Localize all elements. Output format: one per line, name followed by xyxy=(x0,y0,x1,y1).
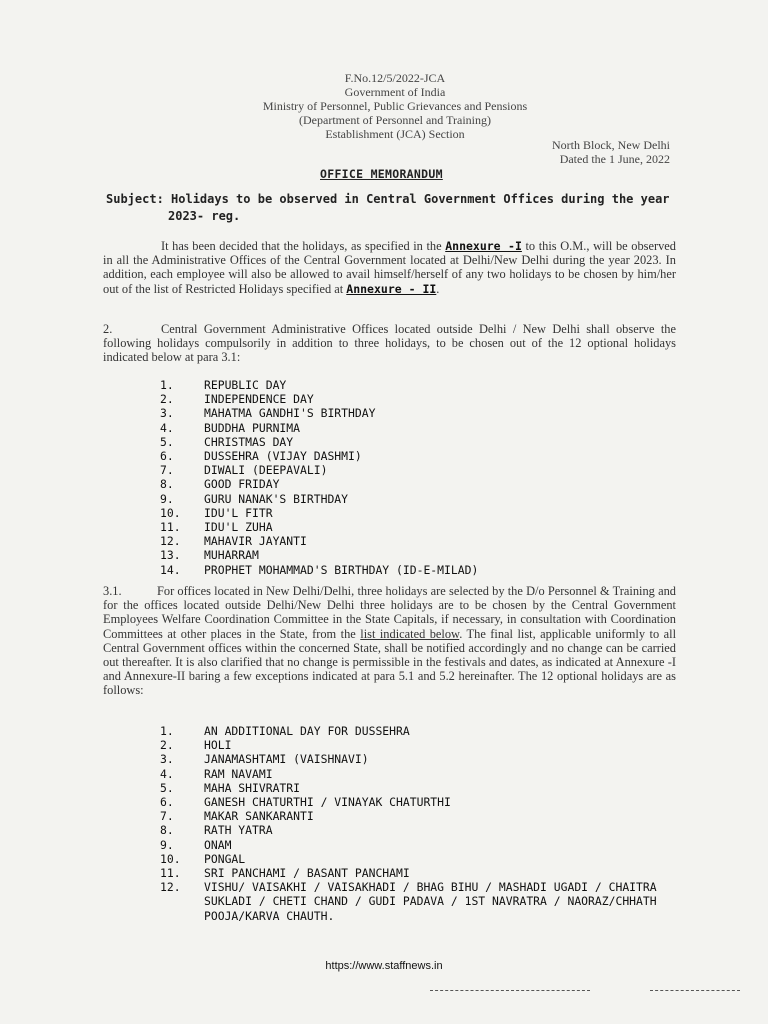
list-item-number: 3. xyxy=(160,406,174,421)
list-item xyxy=(160,435,680,449)
para-3-number: 3.1. xyxy=(103,584,122,598)
list-item-number: 9. xyxy=(160,491,174,506)
list-item xyxy=(160,563,680,577)
list-item-text: AN ADDITIONAL DAY FOR DUSSEHRA xyxy=(204,724,410,738)
list-item-number: 3. xyxy=(160,752,174,767)
section-name: Establishment (JCA) Section xyxy=(325,127,465,141)
list-item-text: CHRISTMAS DAY xyxy=(204,434,294,449)
divider xyxy=(430,990,590,991)
annexure-1-ref: Annexure -I xyxy=(445,239,522,253)
list-item xyxy=(160,752,680,766)
intro-text-2: to this O.M., will be observed in all the Administrative Offices of the Central Government located at Delhi/New Delhi during the year 2023. In addition, each employee will also be allowed to avail himself/herself of any two holidays to be chosen by him/her out of the list of Restricted Holidays specified at xyxy=(103,239,676,296)
subject xyxy=(106,191,676,225)
list-item-text: DIWALI (DEEPAVALI) xyxy=(204,463,328,478)
list-item xyxy=(160,767,680,781)
list-item xyxy=(160,421,680,435)
list-item xyxy=(160,463,680,477)
intro-paragraph xyxy=(103,239,676,296)
list-item-number: 12. xyxy=(160,880,181,895)
list-item xyxy=(160,738,680,752)
para-2-number: 2. xyxy=(103,322,113,336)
list-item-text: RAM NAVAMI xyxy=(204,766,273,781)
paragraph-3-1 xyxy=(103,584,676,698)
list-item-text: PONGAL xyxy=(204,851,246,866)
list-item xyxy=(160,534,680,548)
list-item xyxy=(160,520,680,534)
list-item-text: JANAMASHTAMI (VAISHNAVI) xyxy=(204,752,369,767)
list-item-number: 1. xyxy=(160,378,174,392)
list-item-number: 13. xyxy=(160,548,181,563)
list-item-number: 4. xyxy=(160,420,174,435)
list-item-number: 10. xyxy=(160,505,181,520)
para-2-text: Central Government Administrative Offices located outside Delhi / New Delhi shall observe the following holidays compulsorily in addition to three holidays, to be chosen out of the 12 optional holidays indicated below at para 3.1: xyxy=(103,322,676,365)
list-item xyxy=(160,378,680,392)
list-item xyxy=(160,548,680,562)
list-item-text: BUDDHA PURNIMA xyxy=(204,420,301,435)
list-item-number: 4. xyxy=(160,766,174,781)
list-item-text: MAKAR SANKARANTI xyxy=(204,809,314,824)
list-item-text: MAHATMA GANDHI'S BIRTHDAY xyxy=(204,406,376,421)
list-item-text: IDU'L FITR xyxy=(204,505,273,520)
paragraph-2 xyxy=(103,322,676,365)
list-item xyxy=(160,477,680,491)
optional-holiday-list xyxy=(160,724,680,923)
subject-line-2: 2023- reg. xyxy=(168,209,241,223)
file-number: F.No.12/5/2022-JCA xyxy=(344,71,446,85)
list-item-number: 9. xyxy=(160,837,174,852)
intro-text-3: . xyxy=(436,281,440,296)
list-item-text: HOLI xyxy=(204,738,232,753)
compulsory-holiday-list xyxy=(160,378,680,577)
list-item xyxy=(160,781,680,795)
list-link-text: list indicated below xyxy=(360,626,460,641)
list-item-text: INDEPENDENCE DAY xyxy=(204,392,314,407)
list-item-text: IDU'L ZUHA xyxy=(204,520,273,535)
list-item-number: 14. xyxy=(160,562,181,577)
list-item-number: 6. xyxy=(160,449,174,464)
department-name: (Department of Personnel and Training) xyxy=(299,113,491,127)
list-item-number: 7. xyxy=(160,463,174,478)
list-item xyxy=(160,492,680,506)
page-title: OFFICE MEMORANDUM xyxy=(320,167,443,181)
list-item xyxy=(160,724,680,738)
annexure-2-ref: Annexure - II xyxy=(346,281,437,296)
list-item-number: 8. xyxy=(160,823,174,838)
list-item-number: 7. xyxy=(160,809,174,824)
date: Dated the 1 June, 2022 xyxy=(559,152,670,166)
divider xyxy=(650,990,740,991)
intro-text-1: It has been decided that the holidays, as specified in the xyxy=(161,239,446,253)
list-item xyxy=(160,809,680,823)
subject-line-1: Subject: Holidays to be observed in Central Government Offices during the year xyxy=(106,192,670,206)
list-item-text: REPUBLIC DAY xyxy=(204,378,287,392)
government-name: Government of India xyxy=(344,85,446,99)
list-item-text: DUSSEHRA (VIJAY DASHMI) xyxy=(204,449,362,464)
list-item xyxy=(160,449,680,463)
list-item-number: 2. xyxy=(160,738,174,753)
list-item-text: VISHU/ VAISAKHI / VAISAKHADI / BHAG BIHU / MASHADI UGADI / CHAITRA SUKLADI / CHETI CHAND / GUDI PADAVA / 1ST NAVRATRA / NAORAZ/CHHATH POOJA/KARVA CHAUTH. xyxy=(204,880,657,923)
list-item-text: GURU NANAK'S BIRTHDAY xyxy=(204,491,349,506)
list-item-number: 6. xyxy=(160,795,174,810)
list-item xyxy=(160,880,680,923)
list-item-number: 11. xyxy=(160,520,181,535)
list-item-text: ONAM xyxy=(204,837,232,852)
list-item xyxy=(160,823,680,837)
list-item xyxy=(160,852,680,866)
list-item xyxy=(160,866,680,880)
list-item-text: MAHAVIR JAYANTI xyxy=(204,534,307,549)
list-item-number: 11. xyxy=(160,866,181,881)
list-item-number: 1. xyxy=(160,724,174,738)
list-item xyxy=(160,392,680,406)
list-item-number: 12. xyxy=(160,534,181,549)
list-item xyxy=(160,838,680,852)
list-item-text: RATH YATRA xyxy=(204,823,273,838)
list-item-text: MAHA SHIVRATRI xyxy=(204,780,301,795)
list-item-number: 5. xyxy=(160,434,174,449)
list-item xyxy=(160,795,680,809)
list-item-number: 5. xyxy=(160,780,174,795)
place: North Block, New Delhi xyxy=(552,138,670,152)
list-item-text: SRI PANCHAMI / BASANT PANCHAMI xyxy=(204,866,410,881)
list-item-text: MUHARRAM xyxy=(204,548,259,563)
list-item-text: PROPHET MOHAMMAD'S BIRTHDAY (ID-E-MILAD) xyxy=(204,562,479,577)
list-item xyxy=(160,506,680,520)
para-3-text-1: For offices located in New Delhi/Delhi, three holidays are selected by the D/o Personnel & Training and for the offices located outside Delhi/New Delhi three holidays are to be chosen by the Central Government Employees Welfare Coordination Committee in the State Capitals, if necessary, in consultation with Coordination Committees at other places in the State, from the xyxy=(103,584,676,641)
list-item-number: 10. xyxy=(160,851,181,866)
para-3-text-2: . The final list, applicable uniformly to all Central Government offices within the concerned State, shall be notified accordingly and no change can be carried out thereafter. It is also clarified that no change is permissible in the festivals and dates, as indicated at Annexure -I and Annexure-II baring a few exceptions indicated at para 5.1 and 5.2 hereinafter. The 12 optional holidays are as follows: xyxy=(103,626,677,698)
list-item-number: 2. xyxy=(160,392,174,407)
list-item-text: GANESH CHATURTHI / VINAYAK CHATURTHI xyxy=(204,795,451,810)
list-item-text: GOOD FRIDAY xyxy=(204,477,280,492)
list-item xyxy=(160,406,680,420)
ministry-name: Ministry of Personnel, Public Grievances and Pensions xyxy=(262,99,528,113)
footer-url: https://www.staffnews.in xyxy=(325,960,443,972)
list-item-number: 8. xyxy=(160,477,174,492)
